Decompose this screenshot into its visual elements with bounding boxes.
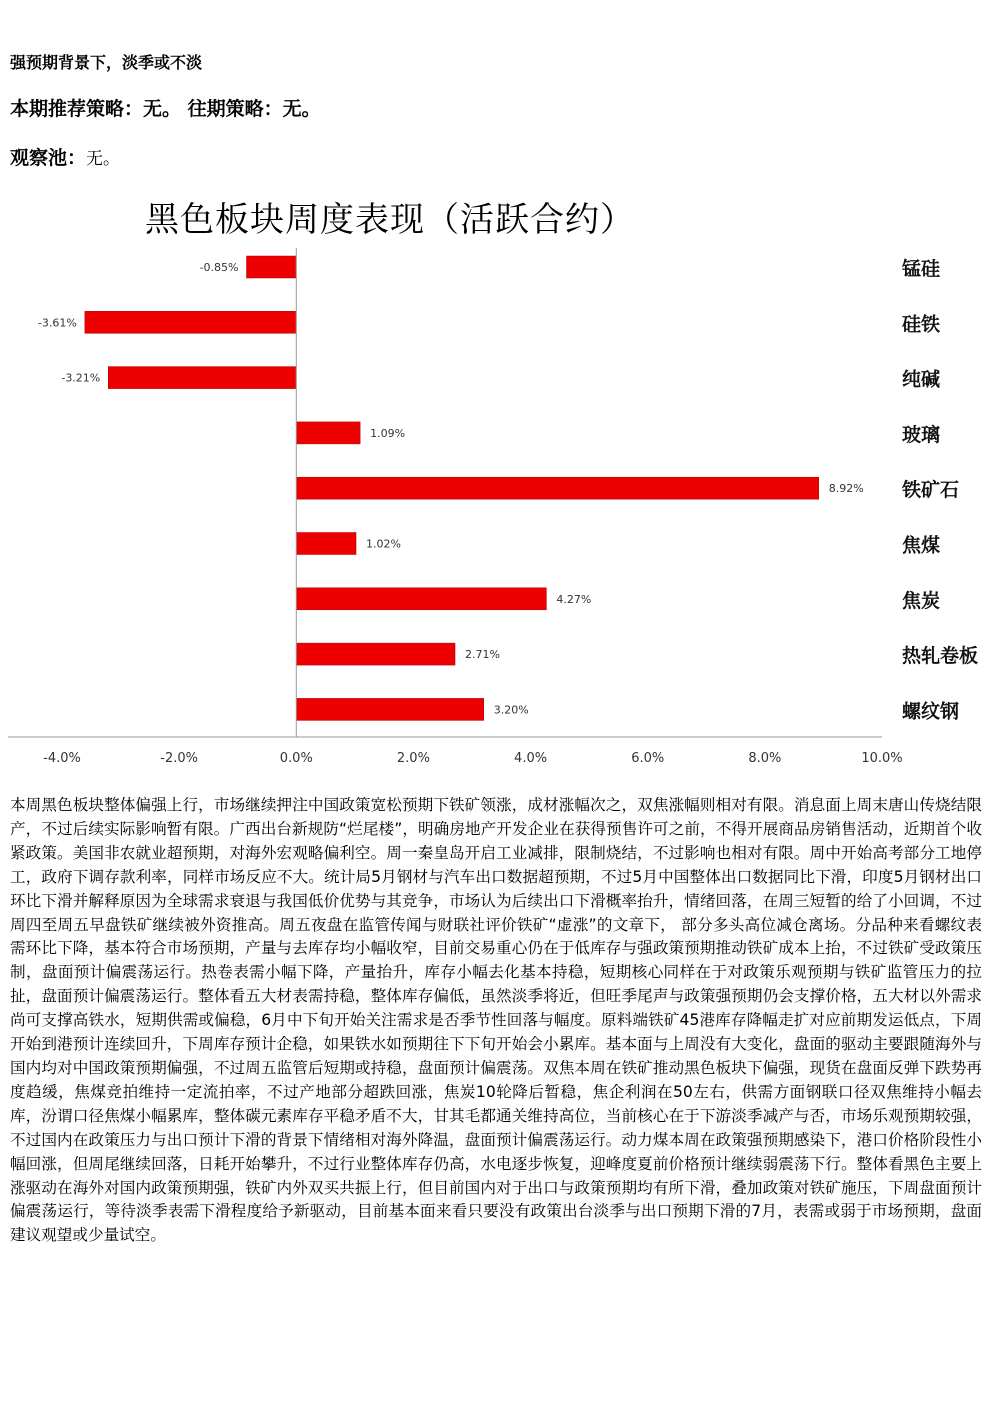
bar-铁矿石	[296, 477, 818, 499]
category-label: 螺纹钢	[902, 700, 960, 723]
analysis-paragraph: 本周黑色板块整体偏强上行，市场继续押注中国政策宽松预期下铁矿领涨，成材涨幅次之，双焦涨幅则相对有限。消息面上周末唐山传烧结限产，不过后续实际影响暂有限。广西出台新规防“烂尾楼”，明确房地产开发企业在获得预售许可之前，不得开展商品房销售活动，近期首个收紧政策。美国非农就业超预期，对海外宏观略偏利空。周一秦皇岛开启工业减排，限制烧结，不过影响也相对有限。周中开始高考部分工地停工，政府下调存款利率，同样市场反应不大。统计局5月钢材与汽车出口数据超预期，不过5月中国整体出口数据同比下滑，印度5月钢材出口环比下滑并解释原因为全球需求衰退与我国低价优势与其竞争，市场认为后续出口下滑概率抬升，情绪回落，在周三短暂的给了小回调，不过周四至周五早盘铁矿继续被外资推高。周五夜盘在监管传闻与财联社评价铁矿“虚涨”的文章下， 部分多头高位减仓离场。分品种来看螺纹表需环比下降，基本符合市场预期，产量与去库存均小幅收窄，目前交易重心仍在于低库存与强政策预期推动铁矿成本上抬，不过铁矿受政策压制，盘面预计偏震荡运行。热卷表需小幅下降，产量抬升，库存小幅去化基本持稳，短期核心同样在于对政策乐观预期与铁矿监管压力的拉扯，盘面预计偏震荡运行。整体看五大材表需持稳，整体库存偏低，虽然淡季将近，但旺季尾声与政策强预期仍会支撑价格，五大材以外需求尚可支撑高铁水，短期供需或偏稳，6月中下旬开始关注需求是否季节性回落与幅度。原料端铁矿45港库存降幅走扩对应前期发运低点，下周开始到港预计连续回升，下周库存预计企稳，如果铁水如预期往下下旬开始会小累库。基本面与上周没有大变化，盘面的驱动主要跟随海外与国内均对中国政策预期偏强，不过周五监管后短期或持稳，盘面预计偏震荡。双焦本周在铁矿推动黑色板块下偏强，现货在盘面反弹下跌势再度趋缓，焦煤竞拍维持一定流拍率，不过产地部分超跌回涨，焦炭10轮降后暂稳，焦企利润在50左右，供需方面钢联口径双焦维持小幅去库，汾谓口径焦煤小幅累库，整体碳元素库存平稳矛盾不大，甘其毛都通关维持高位，当前核心在于下游淡季减产与否，市场乐观预期较强，不过国内在政策压力与出口预计下滑的背景下情绪相对海外降温，盘面预计偏震荡运行。动力煤本周在政策强预期感染下，港口价格阶段性小幅回涨，但周尾继续回落，日耗开始攀升，不过行业整体库存仍高，水电逐步恢复，迎峰度夏前价格预计继续弱震荡下行。整体看黑色主要上涨驱动在海外对国内政策预期强，铁矿内外双买共振上行，但目前国内对于出口与政策预期均有所下滑，叠加政策对铁矿施压，下周盘面预计偏震荡运行，等待淡季表需下滑程度给予新驱动，目前基本面来看只要没有政策出台淡季与出口预期下滑的7月，表需或弱于市场预期，盘面建议观望或少量试空。	[10, 796, 982, 1245]
data-label: 4.27%	[556, 592, 592, 606]
bar-焦炭	[296, 588, 546, 610]
data-label: 8.92%	[828, 482, 864, 496]
data-label: -3.61%	[37, 316, 77, 330]
strategy-line: 本期推荐策略：无。 往期策略：无。	[10, 98, 321, 120]
chart-title: 黑色板块周度表现（活跃合约）	[145, 200, 635, 240]
x-tick-label: 4.0%	[514, 751, 548, 766]
bar-热轧卷板	[296, 643, 455, 665]
category-label: 热轧卷板	[902, 645, 979, 668]
bar-硅铁	[85, 311, 296, 333]
x-tick-label: -4.0%	[43, 751, 81, 766]
bar-chart	[0, 240, 992, 770]
x-tick-label: -2.0%	[160, 751, 199, 766]
data-label: 1.02%	[366, 537, 401, 551]
x-tick-label: 10.0%	[861, 751, 903, 766]
watch-pool-label: 观察池：	[10, 147, 87, 169]
watch-pool-line	[10, 143, 120, 170]
bar-纯碱	[108, 367, 296, 389]
data-label: -0.85%	[199, 261, 239, 274]
category-label: 纯碱	[902, 368, 941, 391]
x-tick-label: 0.0%	[279, 751, 313, 766]
category-label: 玻璃	[902, 423, 941, 446]
bar-锰硅	[247, 256, 297, 278]
data-label: 2.71%	[465, 648, 500, 662]
data-label: 1.09%	[370, 426, 406, 440]
bar-焦煤	[296, 533, 356, 555]
category-label: 锰硅	[902, 258, 941, 280]
data-label: -3.21%	[61, 371, 101, 385]
bar-玻璃	[296, 422, 360, 444]
watch-pool-value: 无。	[86, 149, 121, 169]
category-label: 铁矿石	[902, 479, 960, 502]
category-label: 焦炭	[902, 589, 941, 612]
x-tick-label: 8.0%	[748, 751, 782, 766]
data-label: 3.20%	[493, 703, 529, 717]
bar-螺纹钢	[296, 698, 483, 720]
x-tick-label: 2.0%	[396, 751, 430, 766]
report-subtitle: 强预期背景下，淡季或不淡	[10, 53, 203, 72]
category-label: 硅铁	[902, 313, 941, 336]
x-tick-label: 6.0%	[631, 751, 665, 766]
category-label: 焦煤	[902, 534, 941, 557]
